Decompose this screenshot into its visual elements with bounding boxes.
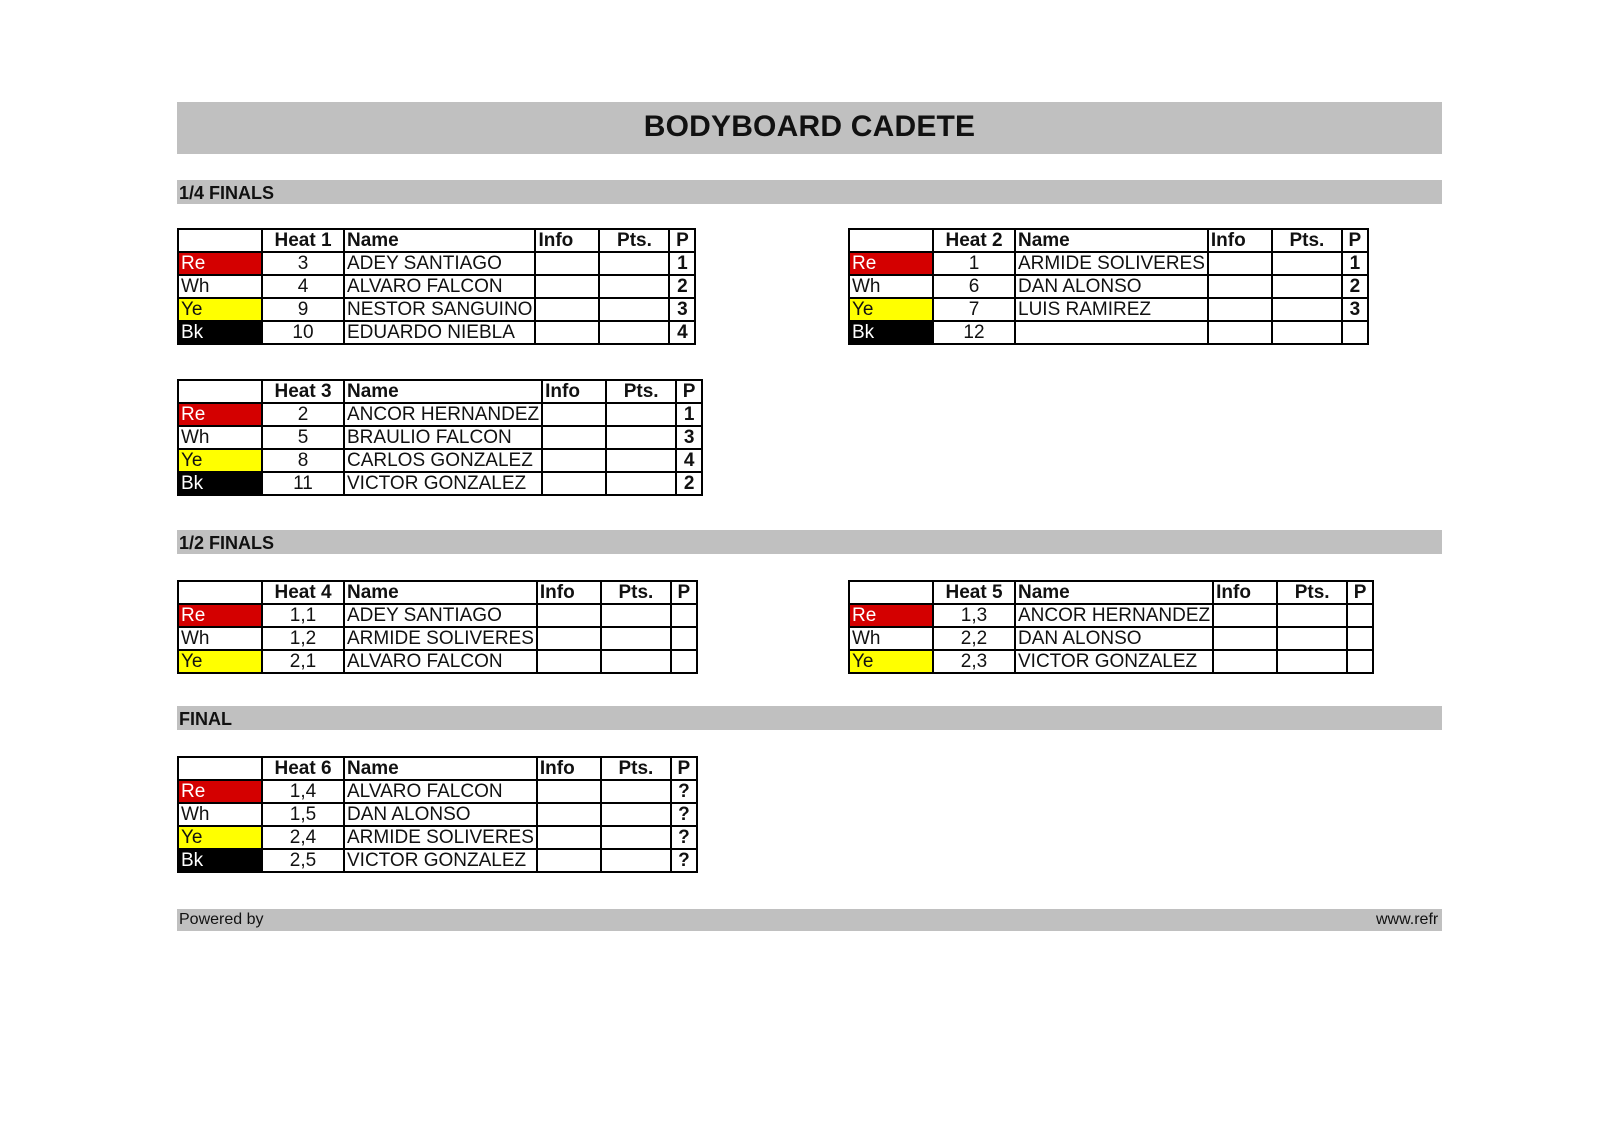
table-row (178, 604, 697, 627)
heat-3-table (177, 379, 703, 496)
cell-info (537, 780, 601, 803)
cell-p: ? (671, 826, 697, 849)
cell-p (671, 650, 697, 673)
cell-num: 1,4 (262, 780, 344, 803)
cell-name: Name (1015, 581, 1213, 604)
cell-name: Name (344, 757, 537, 780)
cell-name: ALVARO FALCON (344, 650, 537, 673)
cell-color: Bk (178, 321, 262, 344)
cell-num: Heat 4 (262, 581, 344, 604)
cell-num: 2,3 (933, 650, 1015, 673)
cell-num: 2,4 (262, 826, 344, 849)
cell-pts (1272, 298, 1342, 321)
cell-pts (599, 298, 669, 321)
cell-num: 1 (933, 252, 1015, 275)
cell-info: Info (1213, 581, 1277, 604)
cell-color: Bk (178, 472, 262, 495)
cell-name: ALVARO FALCON (344, 780, 537, 803)
cell-p: 3 (669, 298, 695, 321)
cell-pts (601, 650, 671, 673)
cell-p: P (669, 229, 695, 252)
cell-color: Wh (178, 275, 262, 298)
cell-p: P (676, 380, 702, 403)
cell-num: 11 (262, 472, 344, 495)
cell-name: CARLOS GONZALEZ (344, 449, 542, 472)
heat-5-table (848, 580, 1374, 674)
cell-color: Ye (178, 650, 262, 673)
cell-info (1213, 604, 1277, 627)
cell-color: Wh (849, 275, 933, 298)
page-title: BODYBOARD CADETE (643, 110, 976, 143)
cell-pts: Pts. (601, 581, 671, 604)
table-row (178, 321, 695, 344)
table-header-row (178, 581, 697, 604)
cell-info: Info (535, 229, 599, 252)
cell-p: 1 (669, 252, 695, 275)
table-row (178, 780, 697, 803)
cell-info (537, 826, 601, 849)
cell-pts: Pts. (1272, 229, 1342, 252)
cell-pts (1277, 650, 1347, 673)
cell-num: Heat 5 (933, 581, 1015, 604)
cell-info (542, 472, 606, 495)
cell-p (671, 627, 697, 650)
section-quarter-finals (177, 180, 1442, 204)
cell-num: 7 (933, 298, 1015, 321)
cell-color: Ye (849, 650, 933, 673)
cell-name: DAN ALONSO (1015, 275, 1208, 298)
cell-pts: Pts. (601, 757, 671, 780)
cell-info (535, 321, 599, 344)
cell-num: 6 (933, 275, 1015, 298)
cell-pts (599, 252, 669, 275)
cell-pts (606, 403, 676, 426)
table-header-row (849, 229, 1368, 252)
cell-color: Re (849, 604, 933, 627)
cell-pts (606, 472, 676, 495)
cell-num: 4 (262, 275, 344, 298)
table-row (849, 627, 1373, 650)
cell-pts (601, 604, 671, 627)
cell-pts (601, 627, 671, 650)
cell-color: Re (178, 252, 262, 275)
cell-p: P (671, 757, 697, 780)
footer-band (177, 909, 1442, 931)
cell-name: VICTOR GONZALEZ (344, 472, 542, 495)
table-row (849, 252, 1368, 275)
table-header-row (849, 581, 1373, 604)
cell-p: 2 (1342, 275, 1368, 298)
cell-p (1347, 627, 1373, 650)
cell-p: 2 (676, 472, 702, 495)
cell-info (537, 803, 601, 826)
cell-info (535, 275, 599, 298)
cell-num: 10 (262, 321, 344, 344)
cell-pts: Pts. (599, 229, 669, 252)
cell-name: DAN ALONSO (1015, 627, 1213, 650)
cell-num: 2,2 (933, 627, 1015, 650)
cell-num: 9 (262, 298, 344, 321)
cell-info (535, 298, 599, 321)
cell-pts (601, 803, 671, 826)
table-row (178, 275, 695, 298)
cell-info (537, 604, 601, 627)
cell-info (1208, 275, 1272, 298)
cell-name: ARMIDE SOLIVERES (344, 826, 537, 849)
cell-p: 1 (1342, 252, 1368, 275)
cell-num: 1,5 (262, 803, 344, 826)
table-header-row (178, 380, 702, 403)
cell-num: 2 (262, 403, 344, 426)
cell-p: P (1342, 229, 1368, 252)
cell-num: 5 (262, 426, 344, 449)
table-row (849, 298, 1368, 321)
cell-num: 2,5 (262, 849, 344, 872)
cell-p: ? (671, 780, 697, 803)
cell-p: 4 (676, 449, 702, 472)
table-row (849, 275, 1368, 298)
cell-color (178, 229, 262, 252)
cell-p: 4 (669, 321, 695, 344)
cell-pts (599, 275, 669, 298)
cell-info (537, 627, 601, 650)
cell-pts (606, 426, 676, 449)
cell-num: 1,3 (933, 604, 1015, 627)
cell-num: Heat 3 (262, 380, 344, 403)
cell-color: Wh (178, 627, 262, 650)
cell-color (849, 581, 933, 604)
cell-color (178, 581, 262, 604)
cell-info (1208, 321, 1272, 344)
table-row (178, 650, 697, 673)
title-band (177, 102, 1442, 154)
table-header-row (178, 757, 697, 780)
cell-name: EDUARDO NIEBLA (344, 321, 535, 344)
cell-pts: Pts. (1277, 581, 1347, 604)
cell-name: ALVARO FALCON (344, 275, 535, 298)
cell-color: Re (178, 604, 262, 627)
cell-color: Ye (849, 298, 933, 321)
cell-num: 12 (933, 321, 1015, 344)
cell-p: ? (671, 803, 697, 826)
table-row (178, 403, 702, 426)
cell-p: 1 (676, 403, 702, 426)
cell-p (1342, 321, 1368, 344)
cell-p (1347, 650, 1373, 673)
cell-color: Bk (849, 321, 933, 344)
cell-color (178, 757, 262, 780)
cell-info (537, 650, 601, 673)
table-row (849, 604, 1373, 627)
heat-2-table (848, 228, 1369, 345)
cell-info (1213, 627, 1277, 650)
section-title: FINAL (179, 709, 232, 729)
table-row (178, 252, 695, 275)
heat-4-table (177, 580, 698, 674)
cell-name: VICTOR GONZALEZ (344, 849, 537, 872)
footer-powered-by: Powered by (179, 911, 264, 928)
cell-info: Info (537, 581, 601, 604)
cell-name: Name (344, 380, 542, 403)
cell-pts (601, 849, 671, 872)
cell-name: VICTOR GONZALEZ (1015, 650, 1213, 673)
section-semi-finals (177, 530, 1442, 554)
cell-name: Name (344, 581, 537, 604)
cell-info: Info (542, 380, 606, 403)
cell-name: LUIS RAMIREZ (1015, 298, 1208, 321)
table-row (178, 803, 697, 826)
cell-color (178, 380, 262, 403)
cell-color: Wh (178, 426, 262, 449)
cell-name: ADEY SANTIAGO (344, 252, 535, 275)
cell-p: P (671, 581, 697, 604)
cell-color: Ye (178, 298, 262, 321)
cell-info: Info (537, 757, 601, 780)
cell-pts (599, 321, 669, 344)
cell-pts (1272, 252, 1342, 275)
cell-info (1208, 252, 1272, 275)
cell-num: 8 (262, 449, 344, 472)
cell-name: Name (1015, 229, 1208, 252)
cell-name: ANCOR HERNANDEZ (344, 403, 542, 426)
cell-color: Re (849, 252, 933, 275)
cell-pts (601, 780, 671, 803)
heat-6-table (177, 756, 698, 873)
cell-num: 1,2 (262, 627, 344, 650)
cell-num: 1,1 (262, 604, 344, 627)
table-row (178, 298, 695, 321)
cell-p (1347, 604, 1373, 627)
cell-p (671, 604, 697, 627)
cell-color: Wh (849, 627, 933, 650)
cell-p: 3 (676, 426, 702, 449)
cell-name: DAN ALONSO (344, 803, 537, 826)
table-header-row (178, 229, 695, 252)
table-row (178, 627, 697, 650)
heat-1-table (177, 228, 696, 345)
cell-color: Ye (178, 826, 262, 849)
cell-info (542, 449, 606, 472)
cell-num: Heat 6 (262, 757, 344, 780)
cell-pts (1277, 627, 1347, 650)
cell-name: ADEY SANTIAGO (344, 604, 537, 627)
cell-pts (601, 826, 671, 849)
table-row (849, 321, 1368, 344)
footer-url: www.refr (1376, 911, 1439, 928)
cell-name: ARMIDE SOLIVERES (1015, 252, 1208, 275)
cell-info (535, 252, 599, 275)
cell-num: Heat 1 (262, 229, 344, 252)
cell-p: ? (671, 849, 697, 872)
cell-name: BRAULIO FALCON (344, 426, 542, 449)
cell-num: Heat 2 (933, 229, 1015, 252)
cell-pts (1272, 275, 1342, 298)
cell-info (1208, 298, 1272, 321)
cell-name: ARMIDE SOLIVERES (344, 627, 537, 650)
cell-name: Name (344, 229, 535, 252)
table-row (178, 826, 697, 849)
cell-info (1213, 650, 1277, 673)
cell-info (537, 849, 601, 872)
cell-info (542, 426, 606, 449)
table-row (178, 472, 702, 495)
cell-color: Re (178, 780, 262, 803)
cell-color (849, 229, 933, 252)
cell-num: 3 (262, 252, 344, 275)
cell-info (542, 403, 606, 426)
section-title: 1/4 FINALS (179, 183, 275, 203)
cell-info: Info (1208, 229, 1272, 252)
cell-pts (1277, 604, 1347, 627)
cell-p: 3 (1342, 298, 1368, 321)
cell-pts (1272, 321, 1342, 344)
cell-p: P (1347, 581, 1373, 604)
table-row (178, 449, 702, 472)
cell-color: Ye (178, 449, 262, 472)
table-row (178, 426, 702, 449)
table-row (849, 650, 1373, 673)
cell-pts: Pts. (606, 380, 676, 403)
cell-p: 2 (669, 275, 695, 298)
cell-color: Bk (178, 849, 262, 872)
section-final (177, 706, 1442, 730)
cell-color: Wh (178, 803, 262, 826)
cell-name (1015, 321, 1208, 344)
cell-color: Re (178, 403, 262, 426)
cell-num: 2,1 (262, 650, 344, 673)
cell-name: ANCOR HERNANDEZ (1015, 604, 1213, 627)
cell-pts (606, 449, 676, 472)
section-title: 1/2 FINALS (179, 533, 275, 553)
table-row (178, 849, 697, 872)
cell-name: NESTOR SANGUINO (344, 298, 535, 321)
